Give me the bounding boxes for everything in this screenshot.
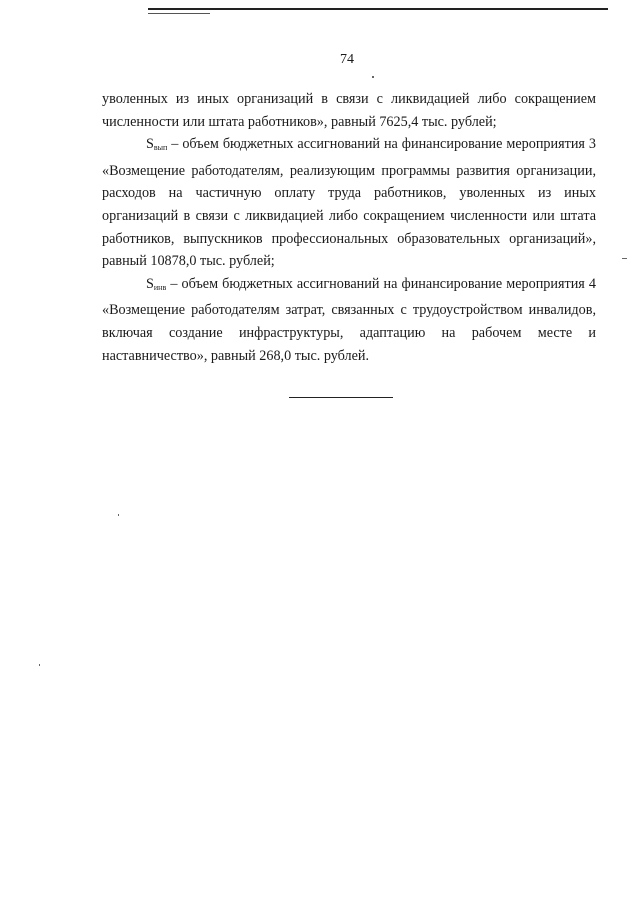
paragraph-text: – объем бюджетных ассигнований на финансирование мероприятия 3 «Возмещение работодателям, реализующим программы развития организации, расходов на частичную оплату труда работников, уволенных из иных организаций в связи с ликвидацией либо сокращением численности или штата работников, выпускников профессиональных образовательных организаций», равный 10878,0 тыс. рублей; — [102, 136, 596, 270]
paragraph-s-inv — [102, 273, 596, 367]
paragraph-text: уволенных из иных организаций в связи с ликвидацией либо сокращением численности или штата работников», равный 7625,4 тыс. рублей; — [102, 91, 596, 130]
top-border-line — [148, 8, 608, 10]
end-of-section-line — [289, 397, 393, 398]
page-number: 74 — [340, 52, 354, 67]
scan-speck — [622, 258, 627, 259]
variable-subscript: вып — [153, 143, 168, 153]
variable-symbol: S — [146, 275, 154, 292]
scan-speck — [39, 664, 40, 666]
document-body — [102, 88, 596, 367]
paragraph-continuation — [102, 88, 596, 133]
variable-symbol: S — [146, 136, 154, 153]
scan-speck — [372, 76, 374, 78]
paragraph-text: – объем бюджетных ассигнований на финансирование мероприятия 4 «Возмещение работодателям затрат, связанных с трудоустройством инвалидов, включая создание инфраструктуры, адаптацию на рабочем месте и наставничество», равный 268,0 тыс. рублей. — [102, 275, 596, 364]
paragraph-s-vyp — [102, 133, 596, 273]
top-border-thin-line — [148, 13, 210, 14]
variable-subscript: инв — [153, 282, 167, 292]
scan-speck — [118, 514, 119, 516]
